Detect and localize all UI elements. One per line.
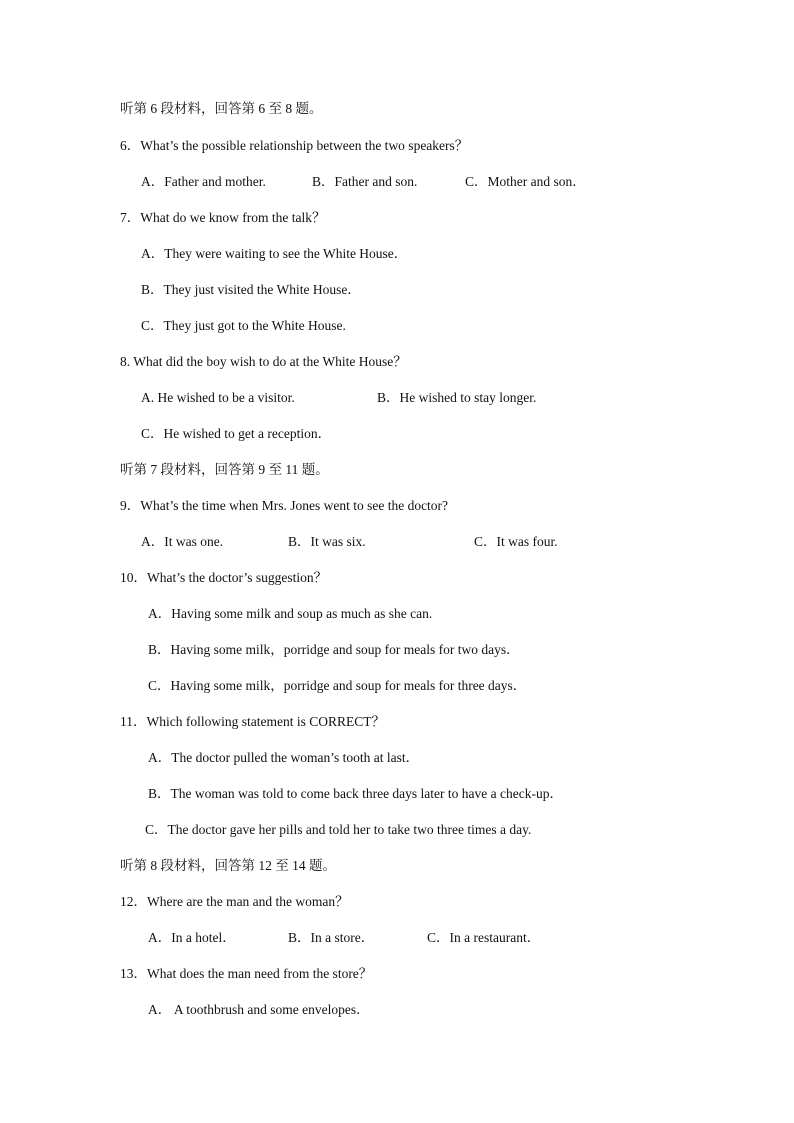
q9-option-a: A．It was one.: [141, 534, 224, 549]
q8-option-c: C．He wished to get a reception．: [141, 426, 332, 441]
question-6: 6．What’s the possible relationship between the two speakers？: [120, 138, 469, 153]
q10-option-a: A．Having some milk and soup as much as she can.: [148, 606, 433, 621]
section-heading-8: 听第 8 段材料，回答第 12 至 14 题。: [120, 858, 336, 873]
q8-option-b: B．He wished to stay longer.: [377, 390, 537, 405]
q11-option-a: A．The doctor pulled the woman’s tooth at last．: [148, 750, 420, 765]
q10-option-b: B．Having some milk，porridge and soup for meals for two days．: [148, 642, 520, 657]
q6-option-b: B．Father and son.: [312, 174, 418, 189]
q7-option-c: C．They just got to the White House.: [141, 318, 346, 333]
section-heading-6: 听第 6 段材料，回答第 6 至 8 题。: [120, 101, 323, 116]
q6-option-a: A．Father and mother.: [141, 174, 266, 189]
q12-option-c: C．In a restaurant．: [427, 930, 541, 945]
q9-option-c: C．It was four.: [474, 534, 558, 549]
q9-option-b: B．It was six.: [288, 534, 366, 549]
q13-option-a: A． A toothbrush and some envelopes．: [148, 1002, 370, 1017]
q7-option-a: A．They were waiting to see the White House．: [141, 246, 408, 261]
question-7: 7．What do we know from the talk？: [120, 210, 326, 225]
question-12: 12．Where are the man and the woman？: [120, 894, 349, 909]
section-heading-7: 听第 7 段材料，回答第 9 至 11 题。: [120, 462, 329, 477]
q7-option-b: B．They just visited the White House．: [141, 282, 361, 297]
q12-option-b: B．In a store．: [288, 930, 375, 945]
question-10: 10．What’s the doctor’s suggestion？: [120, 570, 328, 585]
q8-option-a: A. He wished to be a visitor.: [141, 390, 295, 405]
q11-option-b: B．The woman was told to come back three days later to have a check-up．: [148, 786, 563, 801]
question-11: 11．Which following statement is CORRECT？: [120, 714, 385, 729]
q12-option-a: A．In a hotel．: [148, 930, 236, 945]
q10-option-c: C．Having some milk，porridge and soup for meals for three days．: [148, 678, 527, 693]
question-8: 8. What did the boy wish to do at the White House？: [120, 354, 407, 369]
q6-option-c: C．Mother and son．: [465, 174, 586, 189]
question-13: 13．What does the man need from the store？: [120, 966, 373, 981]
q11-option-c: C．The doctor gave her pills and told her to take two three times a day.: [145, 822, 532, 837]
question-9: 9．What’s the time when Mrs. Jones went to see the doctor?: [120, 498, 449, 513]
